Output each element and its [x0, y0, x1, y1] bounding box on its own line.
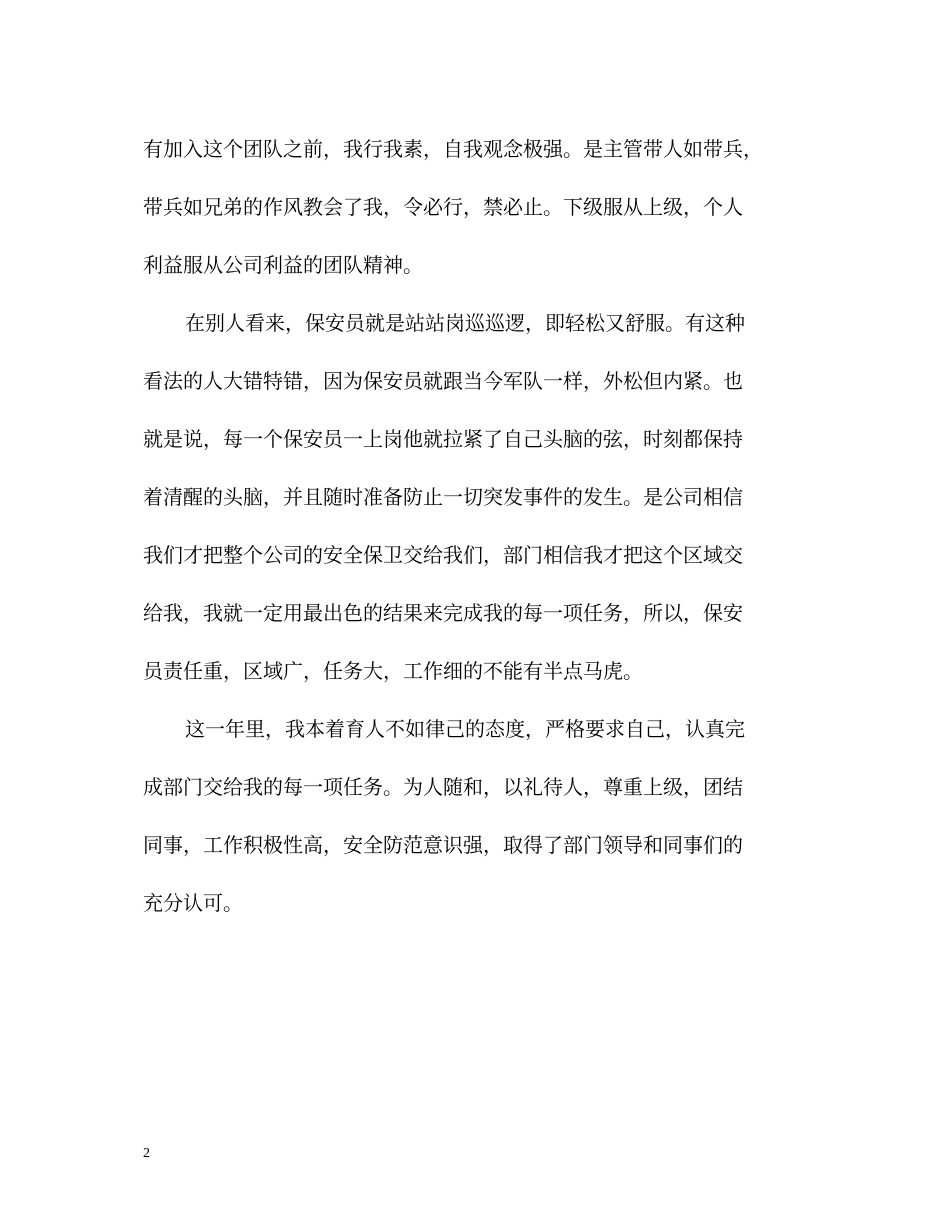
- text-line: 我们才把整个公司的安全保卫交给我们，部门相信我才把这个区域交: [143, 543, 743, 567]
- text-line: 看法的人大错特错，因为保安员就跟当今军队一样，外松但内紧。也: [143, 369, 743, 393]
- text-line: 有加入这个团队之前，我行我素，自我观念极强。是主管带人如带兵，: [143, 137, 763, 161]
- text-line: 在别人看来，保安员就是站站岗巡巡逻，即轻松又舒服。有这种: [185, 311, 745, 335]
- text-line: 成部门交给我的每一项任务。为人随和，以礼待人，尊重上级，团结: [143, 775, 743, 799]
- paragraph: [143, 700, 808, 932]
- paragraph: [143, 120, 808, 294]
- body-text: [143, 120, 808, 932]
- text-line: 给我，我就一定用最出色的结果来完成我的每一项任务，所以，保安: [143, 601, 743, 625]
- paragraph: [143, 294, 808, 700]
- text-line: 这一年里，我本着育人不如律己的态度，严格要求自己，认真完: [185, 717, 745, 741]
- page-number: 2: [143, 1146, 150, 1161]
- text-line: 员责任重，区域广，任务大，工作细的不能有半点马虎。: [143, 659, 643, 683]
- text-line: 利益服从公司利益的团队精神。: [143, 253, 423, 277]
- text-line: 着清醒的头脑，并且随时准备防止一切突发事件的发生。是公司相信: [143, 485, 743, 509]
- text-line: 就是说，每一个保安员一上岗他就拉紧了自己头脑的弦，时刻都保持: [143, 427, 743, 451]
- text-line: 充分认可。: [143, 891, 243, 915]
- text-line: 同事，工作积极性高，安全防范意识强，取得了部门领导和同事们的: [143, 833, 743, 857]
- text-line: 带兵如兄弟的作风教会了我，令必行，禁必止。下级服从上级，个人: [143, 195, 743, 219]
